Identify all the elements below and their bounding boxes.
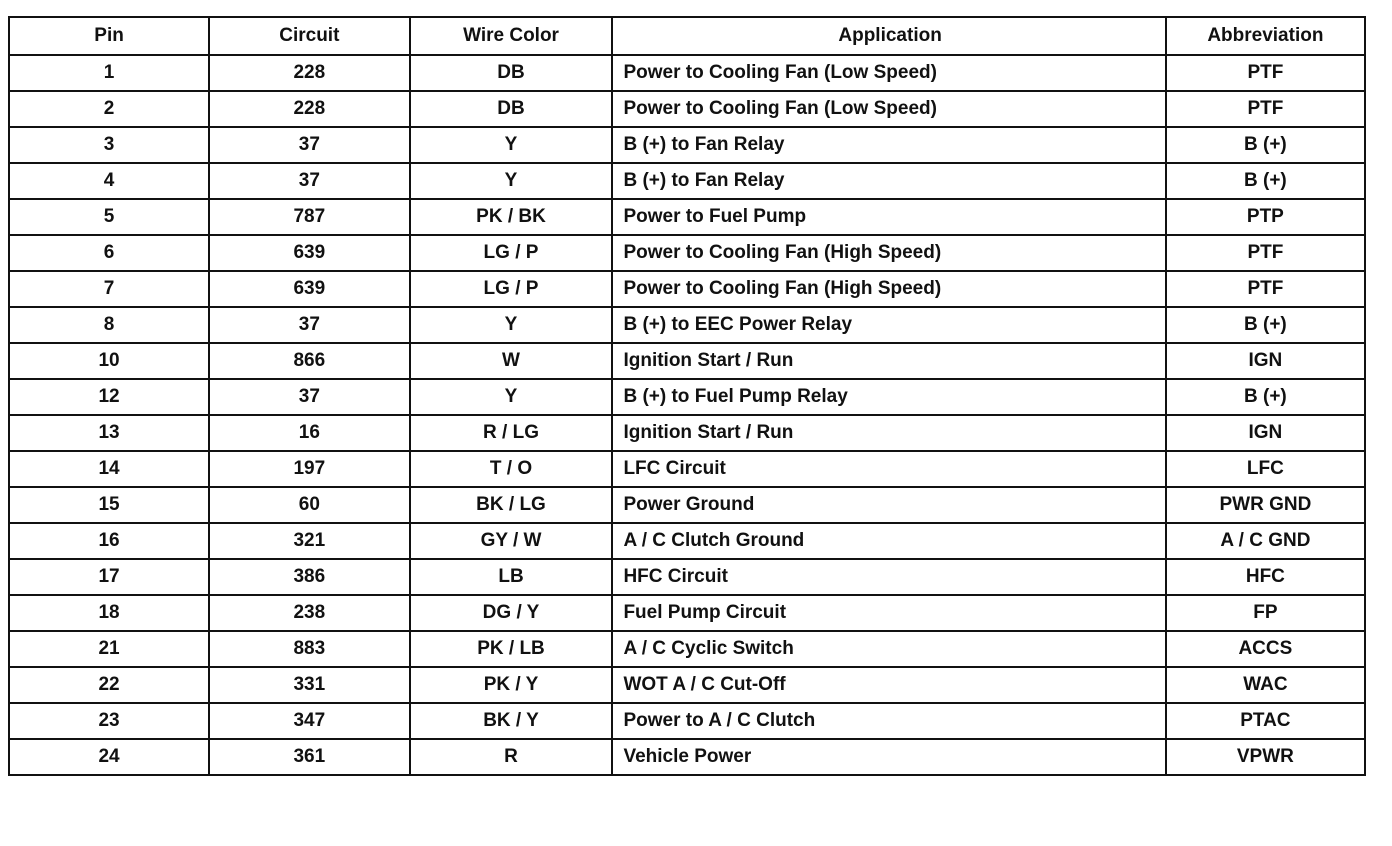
table-header-row <box>9 17 1365 55</box>
cell-pin: 1 <box>9 55 209 91</box>
cell-wire-color: Y <box>410 307 613 343</box>
cell-wire-color: PK / BK <box>410 199 613 235</box>
cell-abbreviation: PTF <box>1166 91 1365 127</box>
cell-pin: 13 <box>9 415 209 451</box>
cell-pin: 18 <box>9 595 209 631</box>
cell-abbreviation: FP <box>1166 595 1365 631</box>
cell-circuit: 386 <box>209 559 409 595</box>
cell-circuit: 16 <box>209 415 409 451</box>
cell-circuit: 37 <box>209 127 409 163</box>
header-application: Application <box>612 17 1165 55</box>
table-row <box>9 343 1365 379</box>
cell-circuit: 228 <box>209 55 409 91</box>
cell-abbreviation: A / C GND <box>1166 523 1365 559</box>
cell-pin: 17 <box>9 559 209 595</box>
cell-abbreviation: IGN <box>1166 415 1365 451</box>
cell-abbreviation: VPWR <box>1166 739 1365 775</box>
cell-wire-color: T / O <box>410 451 613 487</box>
table-row <box>9 199 1365 235</box>
cell-pin: 12 <box>9 379 209 415</box>
cell-application: WOT A / C Cut-Off <box>612 667 1165 703</box>
table-row <box>9 739 1365 775</box>
cell-pin: 8 <box>9 307 209 343</box>
table-row <box>9 451 1365 487</box>
cell-wire-color: R / LG <box>410 415 613 451</box>
cell-abbreviation: PTF <box>1166 235 1365 271</box>
cell-pin: 22 <box>9 667 209 703</box>
table-row <box>9 559 1365 595</box>
cell-wire-color: Y <box>410 127 613 163</box>
cell-abbreviation: ACCS <box>1166 631 1365 667</box>
table-row <box>9 271 1365 307</box>
header-pin: Pin <box>9 17 209 55</box>
cell-circuit: 321 <box>209 523 409 559</box>
table-row <box>9 667 1365 703</box>
cell-application: Power to Cooling Fan (High Speed) <box>612 235 1165 271</box>
table-row <box>9 127 1365 163</box>
header-abbreviation: Abbreviation <box>1166 17 1365 55</box>
cell-circuit: 37 <box>209 307 409 343</box>
cell-circuit: 197 <box>209 451 409 487</box>
cell-wire-color: R <box>410 739 613 775</box>
cell-circuit: 639 <box>209 235 409 271</box>
cell-circuit: 238 <box>209 595 409 631</box>
cell-wire-color: BK / Y <box>410 703 613 739</box>
cell-abbreviation: PTP <box>1166 199 1365 235</box>
header-wire-color: Wire Color <box>410 17 613 55</box>
cell-wire-color: LG / P <box>410 271 613 307</box>
cell-pin: 16 <box>9 523 209 559</box>
header-circuit: Circuit <box>209 17 409 55</box>
cell-wire-color: PK / Y <box>410 667 613 703</box>
table-row <box>9 235 1365 271</box>
cell-pin: 7 <box>9 271 209 307</box>
cell-circuit: 37 <box>209 379 409 415</box>
cell-wire-color: DG / Y <box>410 595 613 631</box>
cell-abbreviation: PWR GND <box>1166 487 1365 523</box>
cell-application: A / C Cyclic Switch <box>612 631 1165 667</box>
cell-application: Ignition Start / Run <box>612 415 1165 451</box>
cell-abbreviation: WAC <box>1166 667 1365 703</box>
cell-abbreviation: B (+) <box>1166 307 1365 343</box>
cell-circuit: 228 <box>209 91 409 127</box>
cell-application: B (+) to Fuel Pump Relay <box>612 379 1165 415</box>
cell-circuit: 787 <box>209 199 409 235</box>
cell-application: Fuel Pump Circuit <box>612 595 1165 631</box>
cell-pin: 10 <box>9 343 209 379</box>
cell-wire-color: DB <box>410 55 613 91</box>
cell-application: LFC Circuit <box>612 451 1165 487</box>
cell-wire-color: GY / W <box>410 523 613 559</box>
cell-wire-color: LG / P <box>410 235 613 271</box>
cell-wire-color: Y <box>410 379 613 415</box>
cell-circuit: 60 <box>209 487 409 523</box>
cell-application: HFC Circuit <box>612 559 1165 595</box>
cell-pin: 6 <box>9 235 209 271</box>
cell-application: Ignition Start / Run <box>612 343 1165 379</box>
cell-wire-color: LB <box>410 559 613 595</box>
cell-circuit: 866 <box>209 343 409 379</box>
table-row <box>9 307 1365 343</box>
table-row <box>9 487 1365 523</box>
cell-pin: 3 <box>9 127 209 163</box>
cell-abbreviation: LFC <box>1166 451 1365 487</box>
table-row <box>9 703 1365 739</box>
table-row <box>9 595 1365 631</box>
cell-wire-color: DB <box>410 91 613 127</box>
cell-pin: 15 <box>9 487 209 523</box>
cell-application: Power Ground <box>612 487 1165 523</box>
cell-application: A / C Clutch Ground <box>612 523 1165 559</box>
cell-application: Power to A / C Clutch <box>612 703 1165 739</box>
cell-circuit: 639 <box>209 271 409 307</box>
table-row <box>9 91 1365 127</box>
cell-application: B (+) to Fan Relay <box>612 163 1165 199</box>
table-row <box>9 379 1365 415</box>
cell-circuit: 37 <box>209 163 409 199</box>
table-row <box>9 631 1365 667</box>
table-row <box>9 55 1365 91</box>
cell-pin: 24 <box>9 739 209 775</box>
cell-application: Power to Cooling Fan (High Speed) <box>612 271 1165 307</box>
cell-application: Vehicle Power <box>612 739 1165 775</box>
cell-pin: 21 <box>9 631 209 667</box>
cell-pin: 14 <box>9 451 209 487</box>
cell-abbreviation: PTAC <box>1166 703 1365 739</box>
cell-application: B (+) to Fan Relay <box>612 127 1165 163</box>
cell-circuit: 347 <box>209 703 409 739</box>
cell-circuit: 331 <box>209 667 409 703</box>
table-row <box>9 415 1365 451</box>
table-row <box>9 523 1365 559</box>
cell-abbreviation: B (+) <box>1166 127 1365 163</box>
cell-pin: 23 <box>9 703 209 739</box>
cell-pin: 2 <box>9 91 209 127</box>
pin-circuit-table <box>8 16 1366 776</box>
cell-wire-color: BK / LG <box>410 487 613 523</box>
cell-wire-color: PK / LB <box>410 631 613 667</box>
cell-application: B (+) to EEC Power Relay <box>612 307 1165 343</box>
cell-abbreviation: IGN <box>1166 343 1365 379</box>
cell-wire-color: W <box>410 343 613 379</box>
cell-circuit: 883 <box>209 631 409 667</box>
cell-application: Power to Cooling Fan (Low Speed) <box>612 55 1165 91</box>
cell-application: Power to Fuel Pump <box>612 199 1165 235</box>
cell-wire-color: Y <box>410 163 613 199</box>
cell-circuit: 361 <box>209 739 409 775</box>
cell-abbreviation: PTF <box>1166 271 1365 307</box>
cell-pin: 4 <box>9 163 209 199</box>
cell-application: Power to Cooling Fan (Low Speed) <box>612 91 1165 127</box>
cell-abbreviation: PTF <box>1166 55 1365 91</box>
cell-abbreviation: HFC <box>1166 559 1365 595</box>
table-body <box>9 55 1365 775</box>
cell-pin: 5 <box>9 199 209 235</box>
cell-abbreviation: B (+) <box>1166 379 1365 415</box>
cell-abbreviation: B (+) <box>1166 163 1365 199</box>
table-row <box>9 163 1365 199</box>
